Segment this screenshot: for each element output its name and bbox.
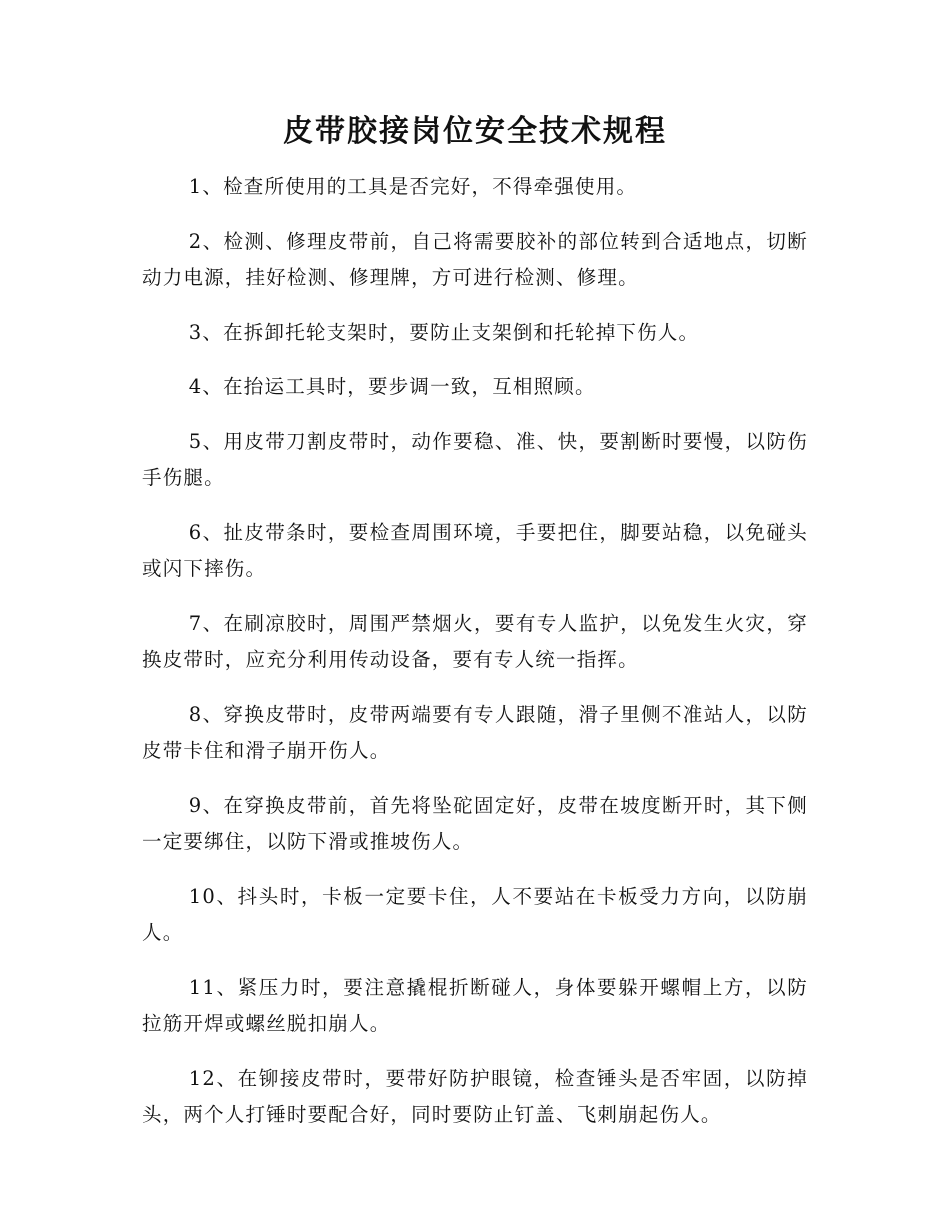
rule-list	[142, 169, 808, 1134]
rule-item-10: 10、抖头时，卡板一定要卡住，人不要站在卡板受力方向，以防崩人。	[142, 884, 808, 944]
rule-item-12: 12、在铆接皮带时，要带好防护眼镜，检查锤头是否牢固，以防掉头，两个人打锤时要配合好，同时要防止钉盖、飞刺崩起伤人。	[142, 1066, 808, 1126]
rule-item-3: 3、在拆卸托轮支架时，要防止支架倒和托轮掉下伤人。	[188, 320, 700, 344]
rule-item-9: 9、在穿换皮带前，首先将坠砣固定好，皮带在坡度断开时，其下侧一定要绑住，以防下滑或推坡伤人。	[142, 793, 808, 853]
rule-item-11: 11、紧压力时，要注意撬棍折断碰人，身体要躲开螺帽上方，以防拉筋开焊或螺丝脱扣崩人。	[142, 975, 808, 1035]
document-title: 皮带胶接岗位安全技术规程	[283, 114, 667, 149]
rule-item-2: 2、检测、修理皮带前，自己将需要胶补的部位转到合适地点，切断动力电源，挂好检测、修理牌，方可进行检测、修理。	[142, 229, 808, 289]
rule-item-7: 7、在刷凉胶时，周围严禁烟火，要有专人监护，以免发生火灾，穿换皮带时，应充分利用传动设备，要有专人统一指挥。	[142, 611, 808, 671]
rule-item-6: 6、扯皮带条时，要检查周围环境，手要把住，脚要站稳，以免碰头或闪下摔伤。	[142, 520, 808, 580]
rule-item-1: 1、检查所使用的工具是否完好，不得牵强使用。	[188, 175, 638, 198]
rule-item-5: 5、用皮带刀割皮带时，动作要稳、准、快，要割断时要慢，以防伤手伤腿。	[142, 429, 808, 489]
rule-item-4: 4、在抬运工具时，要步调一致，互相照顾。	[188, 375, 596, 398]
rule-item-8: 8、穿换皮带时，皮带两端要有专人跟随，滑子里侧不准站人，以防皮带卡住和滑子崩开伤人。	[142, 702, 808, 762]
